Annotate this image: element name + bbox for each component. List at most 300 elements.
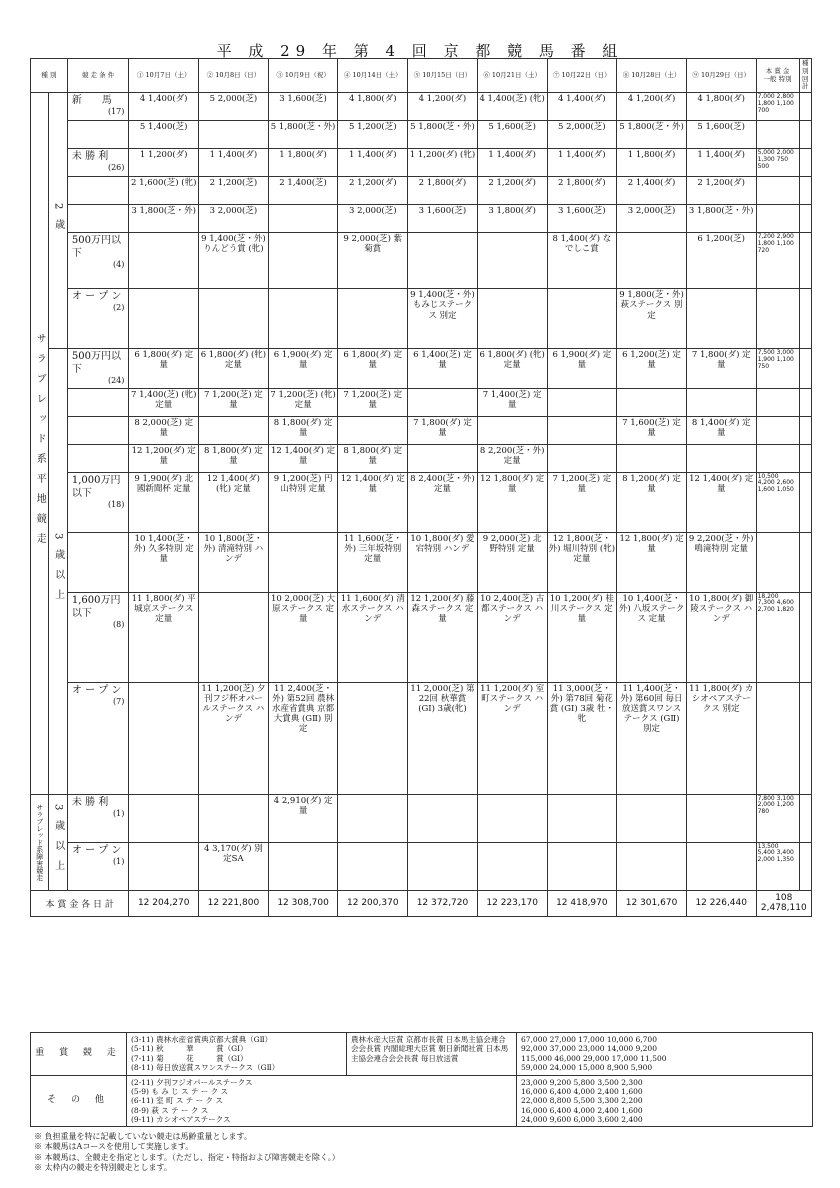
age-cell: 3歳以上 (49, 349, 67, 794)
race-cell (338, 794, 408, 842)
race-cell: 7 1,800(ダ) 定量 (686, 349, 756, 388)
race-cell: 6 1,200(芝) 定量 (617, 349, 687, 388)
other-prize: 24,000 9,600 6,000 3,600 2,400 (521, 1115, 643, 1124)
race-cell: 4 1,400(ダ) (129, 93, 199, 121)
condition-count: (1) (113, 808, 125, 818)
race-cell: 11 1,800(ダ) 平城京ステークス 定量 (129, 592, 199, 682)
day-header: ① 10月7日（土） (129, 59, 199, 93)
race-cell: 11 1,400(芝・外) 第60回 毎日放送賞スワンステークス (GⅡ) 別定 (617, 682, 687, 794)
race-cell: 12 1,400(ダ) 定量 (268, 444, 338, 472)
race-row (31, 233, 812, 289)
race-cell: 1 1,400(ダ) (686, 149, 756, 177)
race-cell (686, 842, 756, 890)
race-cell (268, 289, 338, 349)
race-cell: 2 1,200(ダ) (477, 177, 547, 205)
race-cell: 1 1,400(ダ) (477, 149, 547, 177)
race-row (31, 93, 812, 121)
condition-count: (26) (107, 163, 125, 173)
other-prize: 23,000 9,200 5,800 3,500 2,300 (521, 1077, 643, 1087)
race-cell: 4 1,400(ダ) (547, 93, 617, 121)
race-row (31, 444, 812, 472)
other-race: (5-9) も み じ ス テ ー ク ス (131, 1086, 229, 1096)
race-cell: 9 1,800(芝・外) 萩ステークス 別定 (617, 289, 687, 349)
other-prize: 22,000 8,800 5,500 3,300 2,200 (521, 1096, 643, 1106)
stakes-prizes (517, 1033, 813, 1076)
race-cell: 2 1,600(芝) (牝) (129, 177, 199, 205)
race-cell (617, 444, 687, 472)
race-cell: 9 2,000(芝) 紫菊賞 (338, 233, 408, 289)
count-cell (799, 177, 811, 205)
race-cell: 10 1,800(ダ) 御陵ステークス ハンデ (686, 592, 756, 682)
day-total: 12 418,970 (547, 890, 617, 916)
race-cell: 7 1,400(芝) 定量 (477, 388, 547, 416)
race-cell (617, 388, 687, 416)
race-cell: 8 1,400(ダ) 定量 (686, 416, 756, 444)
race-cell: 11 2,000(芝) 第22回 秋華賞 (GⅠ) 3歳(牝) (408, 682, 478, 794)
kind-cell: サラブレッド系障害競走 (31, 794, 49, 890)
race-cell: 10 1,400(芝・外) 八坂ステークス 定量 (617, 592, 687, 682)
condition-cell (67, 388, 128, 416)
race-cell: 9 1,200(芝) 円山特別 定量 (268, 472, 338, 532)
condition-label: オ ー プ ン (71, 291, 122, 303)
race-cell: 5 1,400(芝) (129, 121, 199, 149)
prize-cell: 5,000 2,000 1,300 750 500 (756, 149, 799, 177)
condition-count: (18) (107, 499, 125, 509)
race-cell: 6 1,400(芝) 定量 (408, 349, 478, 388)
race-cell (338, 416, 408, 444)
race-cell (268, 532, 338, 592)
condition-label: 未 勝 利 (71, 151, 109, 163)
other-prize: 16,000 6,400 4,000 2,400 1,600 (521, 1086, 643, 1096)
condition-cell (67, 149, 128, 177)
stakes-table (30, 1032, 813, 1127)
prize-cell (756, 205, 799, 233)
race-cell: 7 1,800(ダ) 定量 (408, 416, 478, 444)
race-cell: 3 1,800(芝・外) (686, 205, 756, 233)
race-cell: 3 1,800(ダ) (477, 205, 547, 233)
race-cell: 8 2,200(芝・外) 定量 (477, 444, 547, 472)
race-cell: 5 1,200(芝) (338, 121, 408, 149)
condition-cell (67, 842, 128, 890)
condition-cell (67, 532, 128, 592)
race-cell: 3 1,800(芝・外) (129, 205, 199, 233)
race-cell: 5 2,000(芝) (199, 93, 269, 121)
day-total: 12 226,440 (686, 890, 756, 916)
count-cell (799, 472, 811, 532)
stake-prize: 59,000 24,000 15,000 8,900 5,900 (521, 1063, 653, 1073)
condition-cell (67, 416, 128, 444)
condition-cell (67, 233, 128, 289)
condition-label: オ ー プ ン (71, 684, 122, 696)
race-cell: 4 2,910(ダ) 定量 (268, 794, 338, 842)
race-row (31, 177, 812, 205)
race-cell: 4 3,170(ダ) 別定SA (199, 842, 269, 890)
footnotes (34, 1132, 340, 1174)
prize-cell (756, 177, 799, 205)
race-row (31, 794, 812, 842)
race-cell (199, 121, 269, 149)
race-cell: 3 2,000(芝) (338, 205, 408, 233)
race-cell (408, 388, 478, 416)
day-header: ② 10月8日（日） (199, 59, 269, 93)
count-header: 種別回計 (799, 59, 811, 93)
kind-header: 種 別 (31, 59, 68, 93)
race-cell (268, 233, 338, 289)
race-cell: 12 1,400(ダ) 定量 (686, 472, 756, 532)
day-header: ⑧ 10月28日（土） (617, 59, 687, 93)
race-cell (477, 416, 547, 444)
condition-count: (2) (113, 303, 125, 313)
race-row (31, 289, 812, 349)
race-cell: 12 1,800(ダ) 定量 (477, 472, 547, 532)
day-header: ③ 10月9日（祝） (268, 59, 338, 93)
others-label: そ の 他 (31, 1075, 127, 1127)
race-cell: 1 1,400(ダ) (338, 149, 408, 177)
race-cell (129, 794, 199, 842)
others-races (127, 1075, 517, 1127)
day-header: ④ 10月14日（土） (338, 59, 408, 93)
race-cell: 5 1,800(芝・外) (268, 121, 338, 149)
day-header: ⑦ 10月22日（日） (547, 59, 617, 93)
stakes-label: 重 賞 競 走 (31, 1033, 127, 1076)
condition-label: 新 馬 (71, 95, 112, 107)
race-cell: 9 2,200(芝・外) 鳴滝特別 定量 (686, 532, 756, 592)
race-cell (338, 842, 408, 890)
race-cell: 12 1,800(芝・外) 堀川特別 (牝) 定量 (547, 532, 617, 592)
race-cell (408, 794, 478, 842)
day-total: 12 200,370 (338, 890, 408, 916)
other-race: (9-11) カシオペアステークス (131, 1115, 231, 1124)
race-cell: 1 1,800(ダ) (617, 149, 687, 177)
race-cell (547, 842, 617, 890)
race-cell: 6 1,900(ダ) 定量 (268, 349, 338, 388)
race-cell: 1 1,200(ダ) (129, 149, 199, 177)
race-cell: 11 3,000(芝・外) 第78回 菊花賞 (GⅠ) 3歳 牡・牝 (547, 682, 617, 794)
race-cell: 6 1,800(ダ) (牝) 定量 (199, 349, 269, 388)
race-cell: 9 2,000(芝) 北野特別 定量 (477, 532, 547, 592)
condition-cell (67, 349, 128, 388)
condition-label: オ ー プ ン (71, 844, 122, 856)
totals-row (31, 890, 812, 916)
other-race: (8-9) 萩 ス テ ー ク ス (131, 1105, 209, 1115)
race-cell: 5 1,600(芝) (477, 121, 547, 149)
race-cell: 3 1,600(芝) (268, 93, 338, 121)
race-row (31, 349, 812, 388)
prize-cell: 10,500 4,200 2,600 1,600 1,050 (756, 472, 799, 532)
prize-cell (756, 444, 799, 472)
race-cell (408, 842, 478, 890)
race-cell: 1 1,400(ダ) (199, 149, 269, 177)
race-cell (686, 388, 756, 416)
day-total: 12 372,720 (408, 890, 478, 916)
race-cell (129, 842, 199, 890)
race-cell: 2 1,400(芝) (268, 177, 338, 205)
prize-cell: 7,800 3,100 2,000 1,200 780 (756, 794, 799, 842)
race-cell: 2 1,800(ダ) (408, 177, 478, 205)
race-cell: 10 1,200(ダ) 桂川ステークス 定量 (547, 592, 617, 682)
race-cell: 12 1,200(ダ) 定量 (129, 444, 199, 472)
race-cell: 3 2,000(芝) (617, 205, 687, 233)
day-total: 12 223,170 (477, 890, 547, 916)
race-cell: 8 1,800(ダ) 定量 (199, 444, 269, 472)
prize-cell (756, 416, 799, 444)
race-cell: 8 1,400(ダ) なでしこ賞 (547, 233, 617, 289)
footnote: ※ 負担重量を特に記載していない競走は馬齢重量とします。 (34, 1132, 252, 1141)
prize-cell: 7,200 2,900 1,800 1,100 720 (756, 233, 799, 289)
race-cell (199, 592, 269, 682)
condition-label: 500万円以下 (71, 351, 121, 376)
race-cell: 10 1,400(芝・外) 久多特別 定量 (129, 532, 199, 592)
race-cell: 10 2,400(芝) 古都ステークス ハンデ (477, 592, 547, 682)
race-cell: 1 1,200(ダ) (牝) (408, 149, 478, 177)
condition-count: (1) (113, 856, 125, 866)
stake-race: (3-11) 農林水産省賞典京都大賞典（GⅡ） (131, 1035, 273, 1044)
age-cell: 3歳以上 (49, 794, 67, 890)
condition-label: 未 勝 利 (71, 796, 109, 808)
footnote: ※ 太枠内の競走を特別競走とします。 (34, 1163, 172, 1173)
others-prizes (517, 1075, 813, 1127)
race-row (31, 416, 812, 444)
race-cell: 11 2,400(芝・外) 第52回 農林水産省賞典 京都大賞典 (GⅡ) 別定 (268, 682, 338, 794)
race-row (31, 121, 812, 149)
race-cell: 10 1,800(芝・外) 清滝特別 ハンデ (199, 532, 269, 592)
stakes-donors: 農林水産大臣賞 京都市長賞 日本馬主協会連合会会長賞 内閣総理大臣賞 朝日新聞社賞 日本馬主協会連合会会長賞 毎日放送賞 (347, 1033, 517, 1076)
day-total: 12 221,800 (199, 890, 269, 916)
count-cell (799, 794, 811, 842)
race-cell: 7 1,600(芝) 定量 (617, 416, 687, 444)
day-header: ⑤ 10月15日（日） (408, 59, 478, 93)
count-cell (799, 416, 811, 444)
race-cell: 2 1,200(ダ) (686, 177, 756, 205)
stake-prize: 67,000 27,000 17,000 10,000 6,700 (521, 1035, 657, 1044)
race-cell: 6 1,800(ダ) 定量 (129, 349, 199, 388)
race-cell: 2 1,800(ダ) (547, 177, 617, 205)
count-cell (799, 93, 811, 121)
race-cell (547, 444, 617, 472)
race-cell (199, 794, 269, 842)
stake-race: (7-11) 菊 花 賞（GⅠ） (131, 1053, 248, 1063)
race-cell (686, 444, 756, 472)
stakes-races (127, 1033, 347, 1076)
race-cell: 8 1,800(ダ) 定量 (338, 444, 408, 472)
race-row (31, 205, 812, 233)
race-cell: 6 1,200(芝) (686, 233, 756, 289)
others-row (31, 1075, 813, 1127)
count-cell (799, 233, 811, 289)
count-cell (799, 149, 811, 177)
prize-cell: 18,200 7,300 4,600 2,700 1,820 (756, 592, 799, 682)
race-cell: 4 1,200(ダ) (408, 93, 478, 121)
day-header: ⑨ 10月29日（日） (686, 59, 756, 93)
day-total: 12 204,270 (129, 890, 199, 916)
race-cell: 5 2,000(芝) (547, 121, 617, 149)
condition-cell (67, 794, 128, 842)
count-cell (799, 121, 811, 149)
stakes-row (31, 1033, 813, 1076)
race-cell: 12 1,400(ダ) 定量 (338, 472, 408, 532)
condition-cell (67, 682, 128, 794)
stake-prize: 92,000 37,000 23,000 14,000 9,200 (521, 1044, 657, 1054)
race-cell (686, 289, 756, 349)
other-race: (2-11) 夕刊フジオパールステークス (131, 1077, 253, 1087)
age-cell: 2歳 (49, 93, 67, 349)
race-cell: 3 1,600(芝) (547, 205, 617, 233)
race-cell: 9 1,400(芝・外) もみじステークス 別定 (408, 289, 478, 349)
race-cell (617, 794, 687, 842)
other-prize: 16,000 6,400 4,000 2,400 1,600 (521, 1105, 643, 1115)
race-cell (617, 842, 687, 890)
race-cell: 9 1,400(芝・外) りんどう賞 (牝) (199, 233, 269, 289)
stake-prize: 115,000 46,000 29,000 17,000 11,500 (521, 1053, 667, 1063)
race-cell (408, 444, 478, 472)
kind-cell: サラブレッド系平地競走 (31, 93, 49, 794)
count-cell (799, 205, 811, 233)
race-cell (547, 416, 617, 444)
prize-cell (756, 121, 799, 149)
day-total: 12 301,670 (617, 890, 687, 916)
race-cell: 7 1,400(芝) (牝) 定量 (129, 388, 199, 416)
prize-cell: 13,500 5,400 3,400 2,000 1,350 (756, 842, 799, 890)
race-cell: 2 1,200(芝) (199, 177, 269, 205)
race-cell: 1 1,800(ダ) (268, 149, 338, 177)
condition-cell (67, 444, 128, 472)
race-cell: 12 1,800(ダ) 定量 (617, 532, 687, 592)
race-cell: 2 1,200(ダ) (338, 177, 408, 205)
race-cell (268, 842, 338, 890)
prize-cell (756, 289, 799, 349)
race-cell: 11 1,600(ダ) 清水ステークス ハンデ (338, 592, 408, 682)
race-cell: 8 2,000(芝) 定量 (129, 416, 199, 444)
count-cell (799, 444, 811, 472)
race-cell: 6 1,800(ダ) 定量 (338, 349, 408, 388)
condition-label: 500万円以下 (71, 235, 121, 260)
cond-header: 競 走 条 件 (67, 59, 128, 93)
condition-cell (67, 177, 128, 205)
count-cell (799, 388, 811, 416)
race-cell (129, 289, 199, 349)
race-cell: 5 1,600(芝) (686, 121, 756, 149)
race-row (31, 532, 812, 592)
race-cell: 2 1,400(ダ) (617, 177, 687, 205)
prize-cell (756, 388, 799, 416)
condition-label: 1,000万円以下 (71, 474, 121, 499)
condition-cell (67, 592, 128, 682)
prize-header: 本 賞 金 一般 特別 (756, 59, 799, 93)
race-cell (199, 416, 269, 444)
stake-race: (8-11) 毎日放送賞スワンステークス（GⅡ） (131, 1063, 280, 1073)
condition-cell (67, 472, 128, 532)
race-cell (199, 289, 269, 349)
race-cell: 8 1,800(ダ) 定量 (268, 416, 338, 444)
stake-race: (5-11) 秋 華 賞（GⅠ） (131, 1044, 248, 1054)
footnote: ※ 本競馬は、全競走を指定とします。（ただし、指定・特指および障害競走を除く。） (34, 1152, 340, 1162)
prize-cell (756, 682, 799, 794)
totals-label: 本 賞 金 各 日 計 (31, 890, 129, 916)
header-row (31, 59, 812, 93)
race-row (31, 842, 812, 890)
race-cell: 3 2,000(芝) (199, 205, 269, 233)
condition-count: (4) (113, 260, 125, 270)
page-title: 平 成 29 年 第 4 回 京 都 競 馬 番 組 (216, 42, 624, 60)
race-cell: 1 1,400(ダ) (547, 149, 617, 177)
race-cell: 4 1,800(ダ) (686, 93, 756, 121)
race-cell (547, 794, 617, 842)
count-cell (799, 592, 811, 682)
race-cell (547, 289, 617, 349)
condition-count: (8) (113, 619, 125, 629)
race-cell: 12 1,200(ダ) 藤森ステークス 定量 (408, 592, 478, 682)
race-cell: 9 1,900(ダ) 北國新聞杯 定量 (129, 472, 199, 532)
count-cell (799, 349, 811, 388)
race-cell (547, 388, 617, 416)
condition-cell (67, 121, 128, 149)
race-cell: 7 1,200(芝) (牝) 定量 (268, 388, 338, 416)
race-cell (408, 233, 478, 289)
condition-count: (17) (107, 107, 125, 117)
condition-cell (67, 289, 128, 349)
race-cell (477, 794, 547, 842)
race-cell (477, 289, 547, 349)
day-header: ⑥ 10月21日（土） (477, 59, 547, 93)
race-cell: 4 1,800(ダ) (338, 93, 408, 121)
condition-cell (67, 205, 128, 233)
race-cell: 11 1,800(ダ) カシオペアステークス 別定 (686, 682, 756, 794)
race-cell (617, 233, 687, 289)
race-row (31, 682, 812, 794)
prize-cell (756, 532, 799, 592)
prize-cell: 7,000 2,800 1,800 1,100 700 (756, 93, 799, 121)
race-cell: 7 1,200(芝) 定量 (547, 472, 617, 532)
condition-label: 1,600万円以下 (71, 594, 121, 619)
race-cell: 10 1,800(ダ) 愛宕特別 ハンデ (408, 532, 478, 592)
day-total: 12 308,700 (268, 890, 338, 916)
footnote: ※ 本競馬はAコースを使用して実施します。 (34, 1142, 194, 1152)
race-cell (477, 233, 547, 289)
race-cell (338, 289, 408, 349)
race-cell: 6 1,900(ダ) 定量 (547, 349, 617, 388)
race-cell: 8 2,400(芝・外) 定量 (408, 472, 478, 532)
race-cell: 7 1,200(芝) 定量 (199, 388, 269, 416)
count-cell (799, 682, 811, 794)
race-cell: 8 1,200(ダ) 定量 (617, 472, 687, 532)
race-cell: 11 1,200(ダ) 室町ステークス ハンデ (477, 682, 547, 794)
race-row (31, 592, 812, 682)
race-cell: 11 1,200(芝) 夕刊フジ杯オパールステークス ハンデ (199, 682, 269, 794)
race-cell: 3 1,600(芝) (408, 205, 478, 233)
prize-cell: 7,500 3,000 1,900 1,100 750 (756, 349, 799, 388)
race-row (31, 388, 812, 416)
count-cell (799, 532, 811, 592)
other-race: (6-11) 室 町 ス テ ー ク ス (131, 1096, 223, 1106)
condition-count: (24) (107, 376, 125, 386)
race-cell: 5 1,800(芝・外) (408, 121, 478, 149)
race-cell: 4 1,400(芝) (牝) (477, 93, 547, 121)
race-cell (338, 682, 408, 794)
grand-total: 108 2,478,110 (756, 890, 811, 916)
condition-cell (67, 93, 128, 121)
race-cell: 12 1,400(ダ) (牝) 定量 (199, 472, 269, 532)
condition-count: (7) (113, 696, 125, 706)
race-row (31, 472, 812, 532)
count-cell (799, 289, 811, 349)
race-cell: 7 1,200(芝) 定量 (338, 388, 408, 416)
race-cell: 10 2,000(芝) 大原ステークス 定量 (268, 592, 338, 682)
race-cell: 5 1,800(芝・外) (617, 121, 687, 149)
race-cell (686, 794, 756, 842)
race-cell (268, 205, 338, 233)
race-cell (129, 682, 199, 794)
race-cell: 4 1,200(ダ) (617, 93, 687, 121)
